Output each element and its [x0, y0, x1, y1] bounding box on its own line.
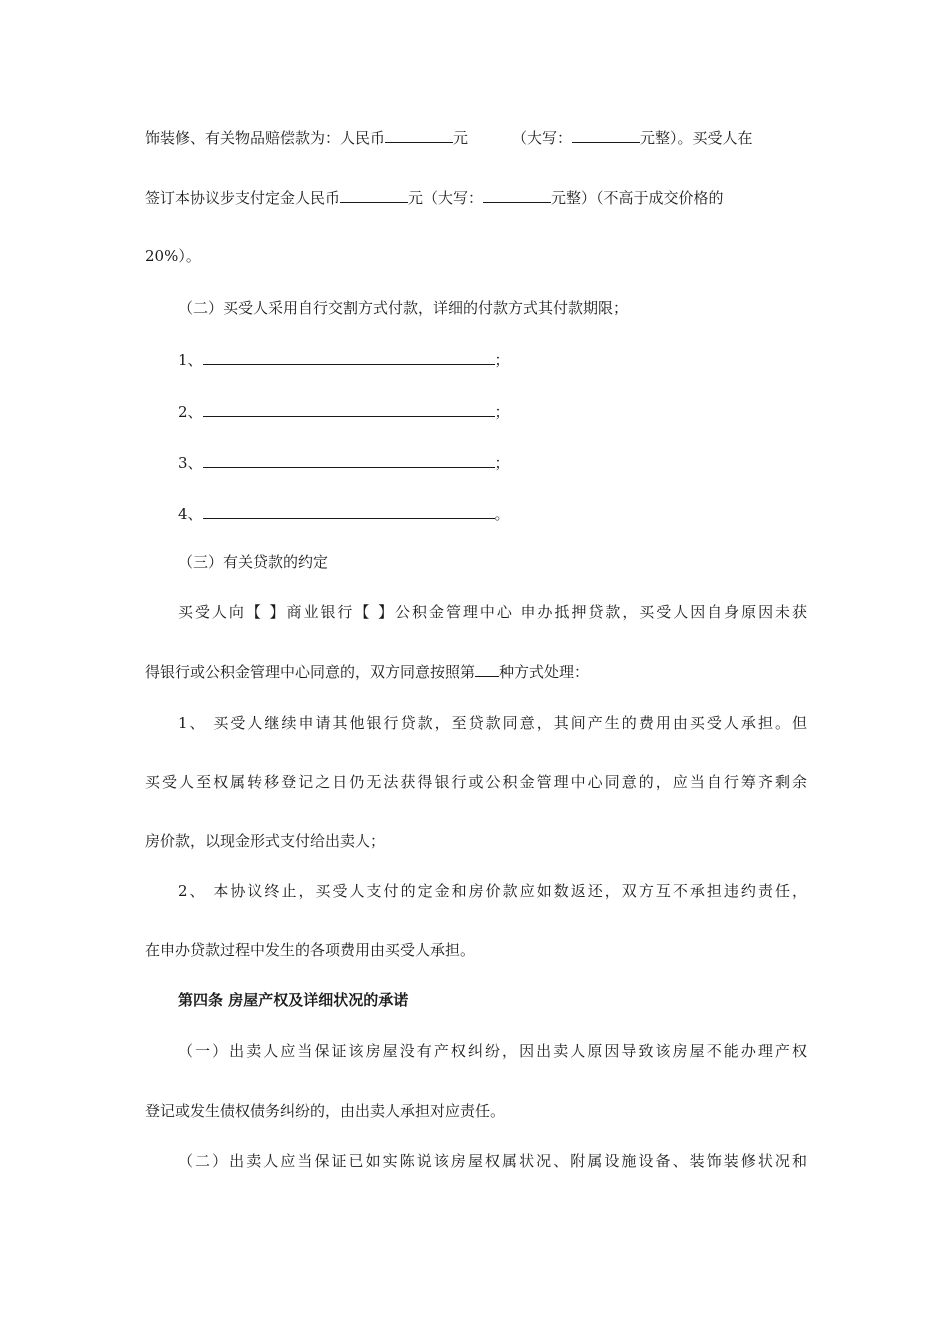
text-segment: 签订本协议步支付定金人民币	[145, 189, 341, 207]
text-segment: 元整）。买受人在	[640, 129, 753, 147]
amount-words-blank	[572, 127, 640, 143]
deposit-limit-line: 20%）。	[145, 247, 201, 265]
article-4-para-1-line-2: 登记或发生债权债务纠纷的，由出卖人承担对应责任。	[145, 1102, 506, 1120]
option-1-line-1: 1、 买受人继续申请其他银行贷款，至贷款同意，其间产生的费用由买受人承担。但	[178, 714, 807, 732]
item-end: ；	[494, 351, 510, 369]
item-end: ；	[494, 403, 510, 421]
deposit-words-blank	[483, 187, 551, 203]
method-number-blank	[475, 661, 499, 677]
payment-blank	[203, 503, 495, 519]
article-4-para-1-line-1: （一）出卖人应当保证该房屋没有产权纠纷，因出卖人原因导致该房屋不能办理产权	[178, 1042, 807, 1060]
compensation-line	[145, 127, 807, 148]
payment-blank	[203, 401, 495, 417]
option-2-line-1: 2、 本协议终止，买受人支付的定金和房价款应如数返还，双方互不承担违约责任，	[178, 882, 807, 900]
text-segment: 元	[453, 129, 469, 147]
item-end: 。	[494, 505, 510, 523]
article-4-para-2-line-1: （二）出卖人应当保证已如实陈说该房屋权属状况、附属设施设备、装饰装修状况和	[178, 1152, 807, 1170]
item-number: 1、	[178, 351, 203, 369]
item-end: ；	[494, 454, 510, 472]
text-segment: 元整）（不高于成交价格的	[551, 189, 724, 207]
text-segment: 元（大写：	[408, 189, 484, 207]
loan-paragraph-line-2	[145, 661, 807, 682]
option-2-line-2: 在申办贷款过程中发生的各项费用由买受人承担。	[145, 941, 476, 959]
item-number: 4、	[178, 505, 203, 523]
payment-item-4	[178, 503, 807, 524]
text-segment: 饰装修、有关物品赔偿款为：人民币	[145, 129, 386, 147]
option-1-line-2: 买受人至权属转移登记之日仍无法获得银行或公积金管理中心同意的，应当自行筹齐剩余	[145, 773, 807, 791]
section-2-title: （二）买受人采用自行交割方式付款，详细的付款方式其付款期限；	[178, 299, 629, 317]
deposit-blank	[340, 187, 408, 203]
item-number: 2、	[178, 403, 203, 421]
article-4-heading: 第四条 房屋产权及详细状况的承诺	[178, 991, 409, 1009]
item-number: 3、	[178, 454, 203, 472]
text-segment: （大写：	[512, 129, 573, 147]
payment-item-2	[178, 401, 807, 422]
payment-blank	[203, 349, 495, 365]
option-1-line-3: 房价款，以现金形式支付给出卖人；	[145, 832, 386, 850]
section-3-title: （三）有关贷款的约定	[178, 553, 329, 571]
text-segment: 种方式处理：	[499, 663, 590, 681]
payment-item-3	[178, 452, 807, 473]
amount-blank	[385, 127, 453, 143]
payment-blank	[203, 452, 495, 468]
loan-paragraph-line-1: 买受人向【 】商业银行【 】公积金管理中心 申办抵押贷款，买受人因自身原因未获	[178, 603, 807, 621]
payment-item-1	[178, 349, 807, 370]
text-segment: 得银行或公积金管理中心同意的，双方同意按照第	[145, 663, 476, 681]
deposit-line	[145, 187, 807, 208]
